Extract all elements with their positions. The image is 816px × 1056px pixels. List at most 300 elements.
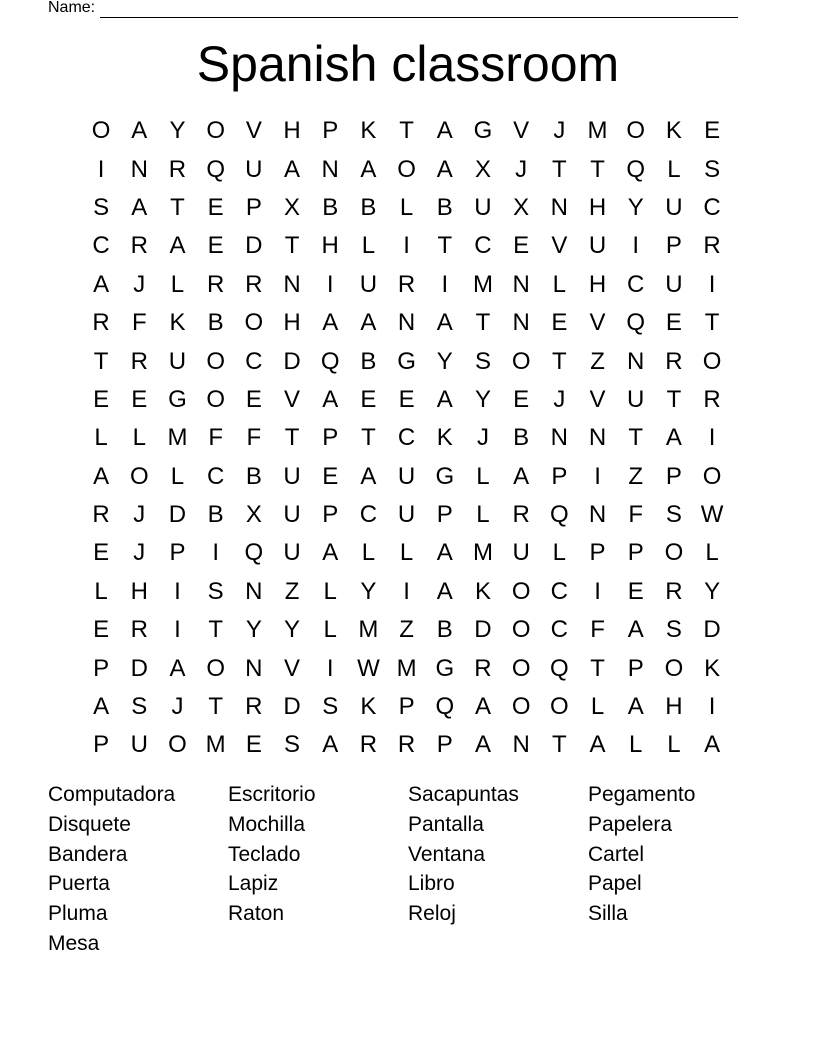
grid-letter: E: [513, 232, 530, 260]
grid-letter: E: [93, 616, 110, 644]
grid-letter: A: [436, 117, 453, 145]
grid-letter: A: [322, 385, 339, 413]
grid-letter: J: [553, 117, 566, 145]
grid-letter: R: [92, 501, 110, 529]
grid-letter: Y: [474, 385, 491, 413]
grid-letter: J: [133, 539, 146, 567]
grid-letter: Y: [284, 616, 301, 644]
grid-letter: N: [588, 501, 607, 529]
grid-letter: C: [474, 232, 492, 260]
grid-letter: A: [93, 693, 110, 721]
grid-letter: A: [436, 155, 453, 183]
grid-letter: F: [208, 424, 223, 452]
grid-letter: L: [323, 616, 337, 644]
grid-letter: T: [93, 347, 109, 375]
grid-letter: N: [321, 155, 339, 183]
grid-letter: B: [360, 193, 377, 221]
grid-letter: R: [130, 616, 148, 644]
grid-letter: R: [92, 309, 110, 337]
grid-letter: O: [664, 654, 684, 682]
grid-letter: H: [588, 193, 607, 221]
grid-letter: A: [131, 117, 148, 145]
grid-letter: I: [174, 616, 181, 644]
grid-letter: N: [588, 424, 607, 452]
grid-letter: P: [169, 539, 186, 567]
grid-letter: V: [513, 117, 530, 145]
grid-letter: L: [323, 577, 337, 605]
name-label: Name:: [48, 0, 96, 16]
grid-letter: O: [91, 117, 111, 145]
grid-letter: U: [588, 232, 607, 260]
grid-letter: I: [326, 654, 334, 682]
grid-letter: S: [474, 347, 491, 375]
grid-letter: A: [436, 385, 453, 413]
grid-letter: P: [322, 117, 339, 145]
grid-letter: G: [168, 385, 187, 413]
grid-letter: T: [399, 117, 414, 145]
grid-letter: L: [590, 693, 605, 721]
grid-letter: S: [665, 616, 682, 644]
grid-letter: M: [472, 270, 493, 298]
grid-letter: T: [475, 309, 491, 337]
grid-letter: Q: [550, 501, 569, 529]
grid-letter: A: [513, 462, 530, 490]
grid-row: [82, 227, 731, 265]
grid-letter: M: [205, 731, 226, 759]
grid-letter: F: [131, 309, 147, 337]
grid-letter: C: [703, 193, 721, 221]
grid-letter: S: [665, 501, 682, 529]
word-list-item: Ventana: [408, 842, 486, 866]
word-list-item: Disquete: [48, 812, 131, 836]
grid-letter: V: [245, 117, 262, 145]
grid-row: [82, 342, 731, 380]
grid-letter: K: [169, 309, 186, 337]
grid-letter: N: [512, 309, 530, 337]
grid-letter: O: [550, 693, 569, 721]
grid-letter: T: [552, 731, 567, 759]
grid-letter: G: [435, 654, 455, 682]
grid-letter: L: [667, 155, 681, 183]
grid-letter: W: [357, 654, 380, 682]
grid-letter: A: [169, 232, 186, 260]
grid-row: [82, 381, 731, 419]
grid-letter: J: [515, 155, 528, 183]
grid-letter: E: [322, 462, 339, 490]
grid-letter: Y: [704, 577, 721, 605]
grid-letter: B: [322, 193, 339, 221]
grid-letter: A: [360, 309, 377, 337]
grid-letter: Q: [244, 539, 264, 567]
word-list-item: Bandera: [48, 842, 128, 866]
grid-letter: A: [93, 462, 110, 490]
grid-letter: N: [245, 577, 263, 605]
grid-letter: R: [245, 693, 263, 721]
grid-letter: C: [550, 616, 569, 644]
grid-letter: H: [321, 232, 339, 260]
grid-letter: L: [361, 539, 376, 567]
grid-letter: O: [511, 347, 531, 375]
grid-letter: R: [474, 654, 492, 682]
grid-letter: M: [472, 539, 493, 567]
grid-letter: L: [132, 424, 146, 452]
grid-letter: F: [590, 616, 605, 644]
word-list-item: Papel: [588, 872, 642, 896]
grid-letter: Q: [626, 309, 646, 337]
grid-letter: Q: [206, 155, 225, 183]
grid-letter: K: [360, 693, 377, 721]
grid-letter: P: [436, 501, 453, 529]
word-list-item: Escritorio: [228, 783, 316, 806]
grid-letter: R: [512, 501, 530, 529]
grid-letter: A: [436, 577, 453, 605]
grid-letter: T: [628, 424, 644, 452]
grid-letter: S: [131, 693, 148, 721]
grid-letter: U: [474, 193, 492, 221]
grid-letter: P: [398, 693, 415, 721]
grid-letter: E: [551, 309, 568, 337]
word-list-item: Lapiz: [228, 872, 279, 896]
grid-letter: P: [436, 731, 453, 759]
grid-letter: S: [322, 693, 339, 721]
grid-letter: U: [245, 155, 263, 183]
grid-letter: I: [97, 155, 105, 183]
grid-row: [82, 688, 731, 726]
grid-letter: N: [283, 270, 301, 298]
grid-letter: T: [704, 309, 720, 337]
grid-letter: H: [130, 577, 148, 605]
grid-letter: P: [627, 539, 644, 567]
grid-letter: E: [93, 385, 110, 413]
grid-letter: P: [665, 462, 682, 490]
grid-letter: S: [284, 731, 301, 759]
word-search-grid: [82, 112, 731, 765]
grid-letter: Z: [284, 577, 300, 605]
grid-letter: O: [206, 385, 225, 413]
grid-letter: E: [245, 731, 262, 759]
word-list-item: Computadora: [48, 783, 176, 806]
grid-letter: A: [665, 424, 682, 452]
grid-letter: A: [474, 731, 491, 759]
grid-letter: L: [361, 232, 376, 260]
word-list-item: Mesa: [48, 931, 100, 955]
grid-letter: R: [130, 347, 148, 375]
grid-letter: T: [666, 385, 682, 413]
grid-letter: V: [284, 654, 301, 682]
grid-letter: J: [476, 424, 489, 452]
word-list-item: Pluma: [48, 902, 108, 926]
grid-letter: T: [590, 155, 605, 183]
grid-letter: R: [245, 270, 263, 298]
grid-letter: H: [665, 693, 683, 721]
grid-letter: B: [436, 193, 453, 221]
grid-letter: U: [283, 462, 301, 490]
grid-letter: P: [93, 654, 110, 682]
grid-letter: J: [553, 385, 566, 413]
grid-letter: L: [170, 270, 185, 298]
grid-letter: A: [360, 462, 377, 490]
grid-letter: V: [551, 232, 568, 260]
word-list-item: Pantalla: [408, 812, 484, 836]
grid-letter: Y: [436, 347, 453, 375]
grid-letter: R: [397, 270, 416, 298]
grid-letter: S: [207, 577, 224, 605]
grid-letter: O: [206, 117, 225, 145]
grid-letter: A: [322, 309, 339, 337]
word-list: [48, 780, 768, 959]
grid-letter: N: [550, 424, 569, 452]
grid-letter: Z: [399, 616, 414, 644]
grid-letter: L: [94, 577, 108, 605]
grid-letter: E: [207, 193, 224, 221]
grid-letter: I: [212, 539, 219, 567]
grid-letter: N: [512, 731, 530, 759]
grid-letter: B: [245, 462, 262, 490]
grid-letter: K: [474, 577, 491, 605]
grid-letter: Y: [169, 117, 186, 145]
word-list-item: Cartel: [588, 842, 645, 866]
grid-letter: Z: [590, 347, 605, 375]
grid-letter: T: [208, 616, 223, 644]
grid-letter: N: [627, 347, 645, 375]
grid-letter: O: [206, 654, 225, 682]
grid-letter: L: [476, 462, 490, 490]
grid-letter: C: [397, 424, 416, 452]
grid-letter: T: [590, 654, 605, 682]
grid-letter: U: [130, 731, 148, 759]
grid-letter: N: [130, 155, 148, 183]
grid-letter: D: [474, 616, 492, 644]
grid-letter: T: [170, 193, 185, 221]
grid-letter: A: [360, 155, 377, 183]
grid-letter: I: [174, 577, 181, 605]
grid-letter: O: [664, 539, 684, 567]
grid-letter: K: [665, 117, 682, 145]
grid-row: [82, 419, 731, 457]
grid-letter: H: [283, 117, 301, 145]
grid-letter: C: [206, 462, 225, 490]
grid-letter: O: [168, 731, 187, 759]
grid-letter: C: [245, 347, 263, 375]
grid-letter: C: [359, 501, 378, 529]
grid-letter: L: [94, 424, 108, 452]
word-list-item: Mochilla: [228, 812, 306, 836]
grid-letter: T: [361, 424, 376, 452]
grid-letter: E: [207, 232, 224, 260]
grid-letter: B: [360, 347, 377, 375]
grid-letter: I: [708, 424, 716, 452]
grid-letter: Q: [435, 693, 455, 721]
grid-letter: U: [665, 270, 683, 298]
grid-letter: C: [92, 232, 110, 260]
grid-letter: O: [511, 616, 531, 644]
word-list-item: Puerta: [48, 872, 110, 896]
grid-letter: B: [207, 501, 224, 529]
name-underline[interactable]: [100, 3, 738, 18]
grid-letter: Q: [626, 155, 646, 183]
grid-letter: J: [133, 501, 146, 529]
grid-letter: D: [703, 616, 721, 644]
grid-letter: A: [169, 654, 186, 682]
grid-letter: M: [167, 424, 188, 452]
grid-letter: O: [511, 654, 531, 682]
grid-letter: E: [398, 385, 415, 413]
grid-letter: N: [245, 654, 263, 682]
grid-letter: Y: [245, 616, 262, 644]
grid-letter: A: [436, 539, 453, 567]
grid-letter: R: [206, 270, 225, 298]
grid-letter: P: [322, 501, 339, 529]
grid-row: [82, 534, 731, 572]
grid-letter: A: [322, 731, 339, 759]
grid-letter: A: [436, 309, 453, 337]
grid-letter: P: [551, 462, 568, 490]
grid-letter: T: [552, 347, 567, 375]
grid-letter: E: [513, 385, 530, 413]
grid-letter: X: [513, 193, 530, 221]
grid-letter: A: [322, 539, 339, 567]
grid-letter: E: [93, 539, 110, 567]
grid-letter: E: [245, 385, 262, 413]
grid-letter: O: [511, 577, 531, 605]
grid-letter: U: [283, 501, 301, 529]
grid-letter: R: [130, 232, 148, 260]
grid-letter: T: [437, 232, 453, 260]
grid-letter: I: [594, 462, 601, 490]
grid-letter: I: [403, 577, 410, 605]
grid-letter: Y: [360, 577, 377, 605]
grid-letter: T: [208, 693, 223, 721]
grid-letter: O: [129, 462, 149, 490]
grid-letter: D: [130, 654, 148, 682]
word-list-item: Papelera: [588, 812, 673, 836]
grid-row: [82, 112, 731, 150]
grid-letter: I: [708, 270, 716, 298]
grid-letter: A: [131, 193, 148, 221]
grid-letter: G: [473, 117, 493, 145]
grid-letter: L: [399, 539, 414, 567]
grid-letter: O: [244, 309, 264, 337]
grid-letter: J: [171, 693, 184, 721]
grid-letter: A: [704, 731, 721, 759]
grid-letter: W: [700, 501, 724, 529]
grid-letter: V: [589, 385, 606, 413]
grid-letter: R: [665, 347, 683, 375]
grid-letter: O: [702, 462, 722, 490]
page-title: Spanish classroom: [196, 36, 620, 92]
grid-letter: X: [284, 193, 301, 221]
grid-row: [82, 150, 731, 188]
grid-letter: N: [512, 270, 530, 298]
grid-letter: T: [284, 424, 300, 452]
grid-row: [82, 458, 731, 496]
grid-letter: O: [702, 347, 722, 375]
grid-letter: D: [283, 693, 301, 721]
grid-letter: V: [589, 309, 606, 337]
grid-row: [82, 649, 731, 687]
grid-letter: Z: [628, 462, 644, 490]
word-list-item: Silla: [588, 902, 628, 926]
word-list-item: Raton: [228, 902, 285, 926]
grid-letter: F: [628, 501, 644, 529]
grid-letter: Y: [627, 193, 644, 221]
grid-letter: M: [587, 117, 608, 145]
grid-letter: L: [552, 270, 567, 298]
grid-letter: L: [399, 193, 414, 221]
grid-letter: I: [441, 270, 449, 298]
grid-letter: N: [550, 193, 569, 221]
grid-letter: C: [550, 577, 569, 605]
grid-letter: O: [206, 347, 225, 375]
grid-letter: U: [397, 462, 416, 490]
grid-letter: K: [704, 654, 721, 682]
grid-letter: G: [397, 347, 416, 375]
grid-letter: D: [168, 501, 187, 529]
grid-letter: P: [322, 424, 339, 452]
grid-letter: C: [627, 270, 645, 298]
grid-letter: A: [627, 693, 644, 721]
word-list-item: Pegamento: [588, 783, 696, 806]
grid-letter: I: [632, 232, 640, 260]
grid-letter: O: [397, 155, 416, 183]
grid-letter: I: [403, 232, 410, 260]
grid-letter: Q: [320, 347, 340, 375]
grid-letter: P: [627, 654, 644, 682]
grid-letter: L: [170, 462, 185, 490]
name-field[interactable]: [48, 0, 738, 18]
grid-letter: L: [667, 731, 681, 759]
grid-letter: U: [397, 501, 416, 529]
grid-letter: T: [552, 155, 567, 183]
grid-letter: R: [168, 155, 187, 183]
grid-letter: J: [133, 270, 146, 298]
grid-letter: A: [627, 616, 644, 644]
grid-letter: R: [359, 731, 378, 759]
grid-letter: A: [93, 270, 110, 298]
grid-letter: X: [245, 501, 262, 529]
grid-letter: R: [665, 577, 683, 605]
grid-letter: U: [168, 347, 187, 375]
grid-letter: B: [436, 616, 453, 644]
grid-letter: P: [665, 232, 682, 260]
grid-letter: U: [627, 385, 645, 413]
grid-row: [82, 266, 731, 304]
grid-letter: I: [326, 270, 334, 298]
grid-letter: U: [665, 193, 683, 221]
grid-row: [82, 573, 731, 611]
grid-letter: N: [397, 309, 416, 337]
grid-letter: E: [360, 385, 377, 413]
grid-letter: E: [665, 309, 682, 337]
grid-letter: G: [435, 462, 455, 490]
grid-letter: E: [131, 385, 148, 413]
grid-letter: L: [552, 539, 567, 567]
word-list-item: Reloj: [408, 902, 456, 926]
grid-letter: A: [474, 693, 491, 721]
grid-letter: D: [283, 347, 301, 375]
grid-letter: A: [589, 731, 606, 759]
grid-letter: O: [511, 693, 531, 721]
grid-row: [82, 611, 731, 649]
grid-letter: R: [703, 232, 721, 260]
word-list-item: Teclado: [228, 842, 301, 866]
grid-letter: B: [513, 424, 530, 452]
grid-letter: H: [588, 270, 607, 298]
grid-letter: A: [284, 155, 301, 183]
grid-row: [82, 304, 731, 342]
grid-letter: E: [627, 577, 644, 605]
grid-letter: L: [629, 731, 643, 759]
